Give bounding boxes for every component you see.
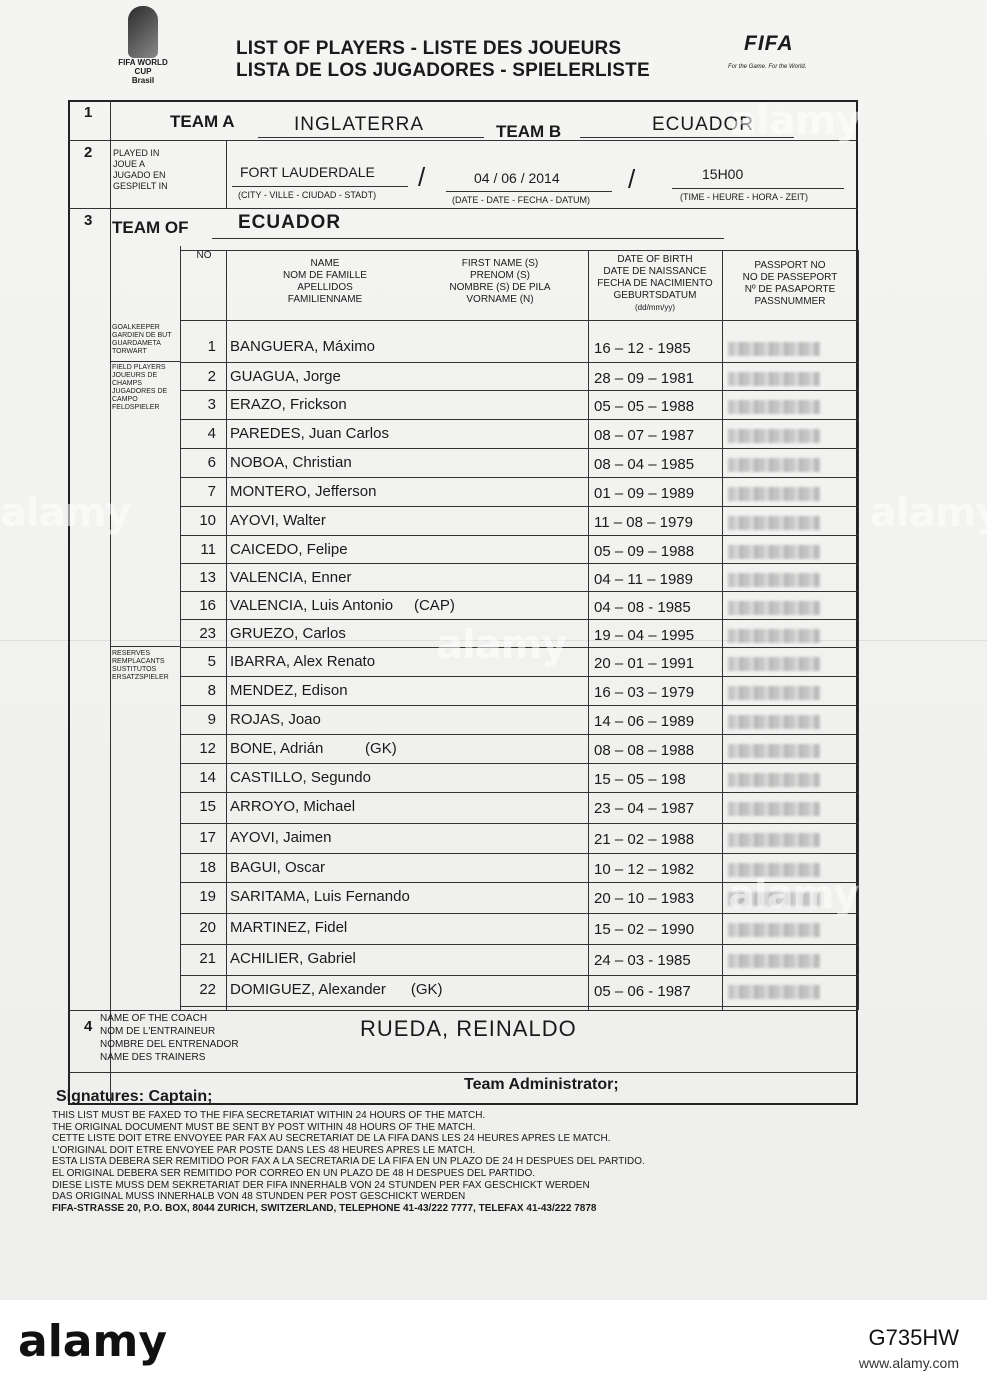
player-name: ACHILIER, Gabriel (230, 950, 356, 967)
passport-redacted (728, 429, 820, 443)
player-name: PAREDES, Juan Carlos (230, 425, 389, 442)
passport-redacted (728, 372, 820, 386)
player-dob: 14 – 06 – 1989 (594, 713, 695, 730)
passport-redacted (728, 601, 820, 615)
row-divider (180, 563, 858, 564)
col-passport-en: PASSPORT NO (754, 260, 826, 271)
passport-redacted (728, 516, 820, 530)
team-of-value: ECUADOR (238, 212, 342, 233)
col-dob-format: (dd/mm/yy) (635, 303, 675, 312)
passport-redacted (728, 686, 820, 700)
watermark-4: alamy (870, 490, 1000, 536)
col-dob-fr: DATE DE NAISSANCE (603, 266, 707, 277)
col-passport-fr: NO DE PASSEPORT (742, 272, 838, 283)
res-de: ERSATZSPIELER (112, 674, 169, 681)
player-name: CAICEDO, Felipe (230, 541, 348, 558)
team-a-value: INGLATERRA (294, 114, 425, 135)
col-first-de: VORNAME (N) (466, 294, 534, 305)
player-number: 9 (207, 711, 216, 728)
player-number: 10 (199, 512, 216, 529)
title-line1: LIST OF PLAYERS - LISTE DES JOUEURS (236, 38, 622, 59)
separator-1: / (418, 162, 427, 192)
player-dob: 16 – 12 - 1985 (594, 340, 691, 357)
player-number: 13 (199, 569, 216, 586)
team-a-underline (258, 137, 484, 138)
played-in-de: GESPIELT IN (113, 181, 168, 191)
col-first-es: NOMBRE (S) DE PILA (449, 282, 551, 293)
player-number: 3 (207, 396, 216, 413)
passport-redacted (728, 744, 820, 758)
player-dob: 28 – 09 – 1981 (594, 370, 695, 387)
section-number-2: 2 (84, 144, 93, 161)
player-name: VALENCIA, Enner (230, 569, 352, 586)
field-en: FIELD PLAYERS (112, 364, 166, 371)
played-in-divider (226, 140, 227, 208)
player-dob: 08 – 07 – 1987 (594, 427, 695, 444)
player-dob: 11 – 08 – 1979 (594, 514, 693, 531)
player-dob: 01 – 09 – 1989 (594, 485, 695, 502)
player-number: 5 (207, 653, 216, 670)
player-dob: 04 – 11 – 1989 (594, 571, 693, 588)
row-divider (180, 676, 858, 677)
section-number-3: 3 (84, 212, 93, 229)
row-divider (180, 390, 858, 391)
player-number: 8 (207, 682, 216, 699)
city-underline (232, 186, 408, 187)
player-name: AYOVI, Walter (230, 512, 326, 529)
world-cup-logo (112, 6, 174, 85)
gk-en: GOALKEEPER (112, 324, 160, 331)
played-in-label (113, 148, 168, 192)
res-es: SUSTITUTOS (112, 666, 157, 673)
divider-section1 (68, 140, 858, 141)
player-name: MARTINEZ, Fidel (230, 919, 348, 936)
fifa-tagline: For the Game. For the World. (728, 64, 807, 70)
player-name: IBARRA, Alex Renato (230, 653, 376, 670)
team-b-label: TEAM B (496, 122, 562, 141)
passport-redacted (728, 458, 820, 472)
logo-text: FIFA WORLD CUP (118, 58, 168, 76)
player-dob: 08 – 04 – 1985 (594, 456, 695, 473)
col-header-no: NO (196, 250, 212, 261)
team-of-underline (212, 238, 724, 239)
field-es1: JUGADORES DE (112, 388, 168, 395)
row-divider (180, 419, 858, 420)
res-en: RESERVES (112, 650, 150, 657)
player-dob: 05 – 06 - 1987 (594, 983, 691, 1000)
city-caption: (CITY - VILLE - CIUDAD - STADT) (238, 190, 377, 200)
player-number: 22 (199, 981, 216, 998)
trophy-icon (128, 6, 158, 58)
player-number: 21 (199, 950, 216, 967)
col-passport-de: PASSNUMMER (754, 296, 826, 307)
player-number: 14 (199, 769, 216, 786)
player-name: SARITAMA, Luis Fernando (230, 888, 410, 905)
gk-fr: GARDIEN DE BUT (112, 332, 172, 339)
row-divider (180, 591, 858, 592)
player-number: 1 (207, 338, 216, 355)
col-header-dob (590, 254, 720, 314)
footer-line-2: THE ORIGINAL DOCUMENT MUST BE SENT BY POST WITHIN 48 HOURS OF THE MATCH. (52, 1121, 476, 1133)
footer-line-7: DIESE LISTE MUSS DEM SEKRETARIAT DER FIFA INNERHALB VON 24 STUNDEN PER FAX GESCHICKT WERDEN (52, 1179, 590, 1191)
number-column-divider (110, 100, 111, 1105)
col-header-first-name (430, 258, 570, 306)
player-number: 2 (207, 368, 216, 385)
date-value: 04 / 06 / 2014 (474, 170, 560, 186)
section-number-1: 1 (84, 104, 93, 121)
row-divider (180, 506, 858, 507)
passport-redacted (728, 715, 820, 729)
goalkeeper-label (112, 324, 172, 356)
coach-es: NOMBRE DEL ENTRENADOR (100, 1039, 239, 1050)
row-divider (180, 913, 858, 914)
player-dob: 15 – 05 – 198 (594, 771, 686, 788)
row-divider (180, 477, 858, 478)
player-number: 11 (200, 541, 216, 558)
gk-es: GUARDAMETA (112, 340, 161, 347)
player-number: 18 (199, 859, 216, 876)
player-dob: 20 – 10 – 1983 (594, 890, 695, 907)
coach-label (100, 1012, 239, 1064)
field-fr1: JOUEURS DE (112, 372, 158, 379)
player-dob: 05 – 09 – 1988 (594, 543, 695, 560)
stock-url: www.alamy.com (858, 1355, 959, 1371)
player-dob: 19 – 04 – 1995 (594, 627, 695, 644)
admin-signature-label: Team Administrator; (464, 1076, 619, 1093)
table-header-top (180, 250, 858, 251)
time-underline (672, 188, 844, 189)
time-caption: (TIME - HEURE - HORA - ZEIT) (680, 192, 808, 202)
player-number: 6 (207, 454, 216, 471)
team-b-underline (580, 137, 794, 138)
player-dob: 20 – 01 – 1991 (594, 655, 695, 672)
row-divider (180, 853, 858, 854)
coach-de: NAME DES TRAINERS (100, 1052, 206, 1063)
goalkeeper-divider (110, 361, 180, 362)
passport-redacted (728, 545, 820, 559)
player-name: GUAGUA, Jorge (230, 368, 341, 385)
player-name: ERAZO, Frickson (230, 396, 347, 413)
team-b-value: ECUADOR (652, 114, 755, 135)
passport-redacted (728, 400, 820, 414)
row-divider (180, 535, 858, 536)
player-number: 12 (199, 740, 216, 757)
row-divider (180, 448, 858, 449)
footer-instructions (52, 1110, 792, 1214)
team-a-label: TEAM A (170, 112, 235, 131)
gk-de: TORWART (112, 348, 147, 355)
passport-redacted (728, 487, 820, 501)
passport-redacted (728, 923, 820, 937)
field-es2: CAMPO (112, 396, 138, 403)
footer-line-5: ESTA LISTA DEBERA SER REMITIDO POR FAX A LA SECRETARIA DE LA FIFA EN UN PLAZO DE 24 H DESPUES DEL PARTIDO. (52, 1156, 645, 1168)
footer-line-4: L'ORIGINAL DOIT ETRE ENVOYEE PAR POSTE DANS LES 48 HEURES APRES LE MATCH. (52, 1144, 476, 1156)
passport-redacted (728, 833, 820, 847)
row-divider (180, 944, 858, 945)
row-divider (180, 705, 858, 706)
player-number: 15 (199, 798, 216, 815)
col-name-de: FAMILIENNAME (287, 294, 363, 305)
watermark-5: alamy (728, 872, 859, 918)
player-name: ARROYO, Michael (230, 798, 356, 815)
time-value: 15H00 (702, 166, 744, 182)
footer-address: FIFA-STRASSE 20, P.O. BOX, 8044 ZURICH, SWITZERLAND, TELEPHONE 41-43/222 7777, TELEFAX 41-43/222 7878 (52, 1202, 597, 1214)
footer-line-8: DAS ORIGINAL MUSS INNERHALB VON 48 STUNDEN PER POST GESCHICKT WERDEN (52, 1191, 466, 1203)
player-name: MENDEZ, Edison (230, 682, 348, 699)
footer-line-6: EL ORIGINAL DEBERA SER REMITIDO POR CORREO EN UN PLAZO DE 48 H DESPUES DEL PARTIDO. (52, 1167, 536, 1179)
row-divider (180, 823, 858, 824)
date-underline (446, 191, 612, 192)
player-dob: 16 – 03 – 1979 (594, 684, 695, 701)
passport-redacted (728, 863, 820, 877)
passport-redacted (728, 802, 820, 816)
passport-redacted (728, 985, 820, 999)
played-in-en: PLAYED IN (113, 148, 160, 158)
divider-section2 (68, 208, 858, 209)
col-header-name (260, 258, 390, 306)
fifa-logo: FIFA (744, 32, 794, 55)
document-title (236, 38, 666, 82)
col-dob-es: FECHA DE NACIMIENTO (597, 278, 713, 289)
section-number-4: 4 (84, 1018, 93, 1035)
col-divider-dob (722, 250, 723, 1010)
player-number: 4 (207, 425, 216, 442)
date-caption: (DATE - DATE - FECHA - DATUM) (452, 195, 590, 205)
player-name: NOBOA, Christian (230, 454, 352, 471)
row-divider (180, 734, 858, 735)
field-de: FELDSPIELER (112, 404, 160, 411)
captain-signature-label: Signatures: Captain; (56, 1088, 213, 1105)
col-divider-no (226, 250, 227, 1010)
col-divider-passport (858, 250, 859, 1010)
reserves-label (112, 650, 169, 682)
watermark-1: alamy (730, 98, 861, 144)
player-dob: 21 – 02 – 1988 (594, 831, 695, 848)
row-divider (180, 882, 858, 883)
col-name-en: NAME (310, 258, 340, 269)
city-value: FORT LAUDERDALE (240, 164, 375, 180)
player-name: CASTILLO, Segundo (230, 769, 371, 786)
passport-redacted (728, 573, 820, 587)
watermark-2: alamy (0, 490, 131, 536)
stock-image-code: G735HW (868, 1325, 959, 1350)
col-divider-name (588, 250, 589, 1010)
divider-section4 (68, 1072, 858, 1073)
player-name: BANGUERA, Máximo (230, 338, 376, 355)
col-name-es: APELLIDOS (297, 282, 353, 293)
player-number: 7 (207, 483, 216, 500)
passport-redacted (728, 342, 820, 356)
player-name: AYOVI, Jaimen (230, 829, 332, 846)
table-header-bottom (180, 320, 858, 321)
played-in-fr: JOUE A (113, 159, 146, 169)
row-divider (180, 619, 858, 620)
row-divider (180, 1006, 858, 1007)
reserves-divider (110, 646, 180, 647)
stock-logo: alamy (18, 1316, 167, 1367)
player-dob: 24 – 03 - 1985 (594, 952, 691, 969)
coach-fr: NOM DE L'ENTRAINEUR (100, 1026, 216, 1037)
row-divider (180, 763, 858, 764)
res-fr: REMPLACANTS (112, 658, 165, 665)
player-number: 20 (199, 919, 216, 936)
player-dob: 10 – 12 – 1982 (594, 861, 695, 878)
player-name: GRUEZO, Carlos (230, 625, 346, 642)
col-dob-en: DATE OF BIRTH (617, 254, 693, 265)
passport-redacted (728, 629, 820, 643)
player-number: 17 (199, 829, 216, 846)
row-divider (180, 647, 858, 648)
field-players-label (112, 364, 167, 412)
team-of-label: TEAM OF (112, 218, 189, 237)
row-divider (180, 362, 858, 363)
col-name-fr: NOM DE FAMILLE (283, 270, 367, 281)
played-in-es: JUGADO EN (113, 170, 166, 180)
player-name: BAGUI, Oscar (230, 859, 326, 876)
player-name: MONTERO, Jefferson (230, 483, 377, 500)
coach-en: NAME OF THE COACH (100, 1013, 208, 1024)
row-divider (180, 792, 858, 793)
footer-line-1: THIS LIST MUST BE FAXED TO THE FIFA SECRETARIAT WITHIN 24 HOURS OF THE MATCH. (52, 1110, 486, 1121)
footer-line-3: CETTE LISTE DOIT ETRE ENVOYEE PAR FAX AU SECRETARIAT DE LA FIFA DANS LES 24 HEURES APRES LE MATCH. (52, 1133, 611, 1145)
player-name: ROJAS, Joao (230, 711, 321, 728)
col-passport-es: Nº DE PASAPORTE (744, 284, 836, 295)
watermark-3: alamy (436, 622, 567, 668)
player-dob: 15 – 02 – 1990 (594, 921, 695, 938)
passport-redacted (728, 954, 820, 968)
passport-redacted (728, 773, 820, 787)
player-dob: 04 – 08 - 1985 (594, 599, 691, 616)
player-number: 16 (199, 597, 216, 614)
col-first-fr: PRENOM (S) (470, 270, 530, 281)
divider-section3 (68, 1010, 858, 1011)
row-divider (180, 975, 858, 976)
player-number: 23 (199, 625, 216, 642)
col-dob-de: GEBURTSDATUM (613, 290, 697, 301)
player-name: VALENCIA, Luis Antonio (CAP) (230, 597, 455, 614)
logo-subtext: Brasil (131, 76, 155, 85)
passport-redacted (728, 892, 820, 906)
player-name: BONE, Adrián (GK) (230, 740, 397, 757)
separator-2: / (628, 164, 637, 194)
player-number: 19 (199, 888, 216, 905)
passport-redacted (728, 657, 820, 671)
player-name: DOMIGUEZ, Alexander (GK) (230, 981, 443, 998)
player-dob: 05 – 05 – 1988 (594, 398, 695, 415)
player-dob: 23 – 04 – 1987 (594, 800, 695, 817)
title-line2: LISTA DE LOS JUGADORES - SPIELERLISTE (236, 60, 650, 81)
col-first-en: FIRST NAME (S) (461, 258, 539, 269)
field-fr2: CHAMPS (112, 380, 142, 387)
player-dob: 08 – 08 – 1988 (594, 742, 695, 759)
coach-value: RUEDA, REINALDO (360, 1016, 577, 1041)
col-header-passport (726, 260, 854, 308)
